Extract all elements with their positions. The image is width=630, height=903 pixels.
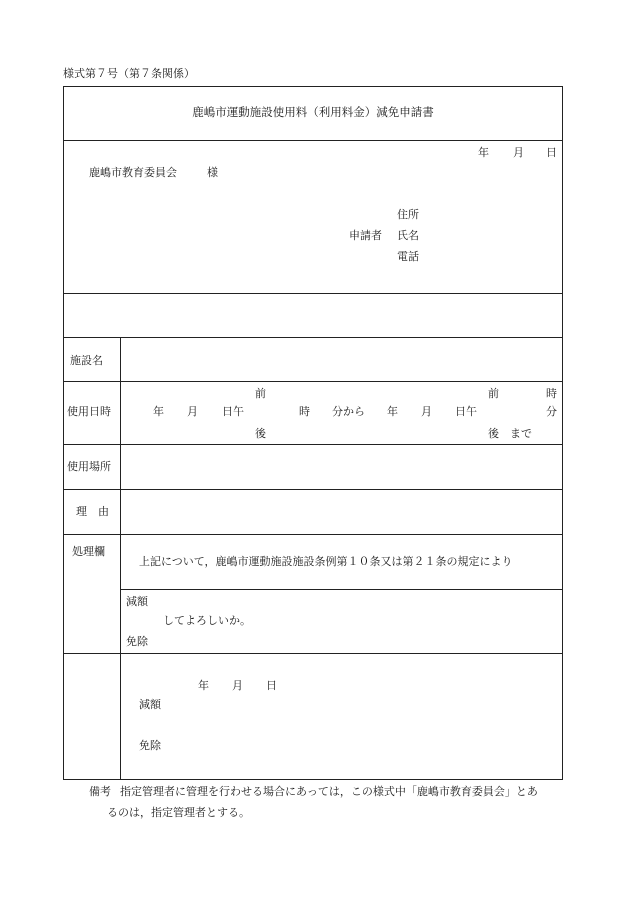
datetime-am-2: 前 xyxy=(488,387,499,400)
frame-right xyxy=(562,86,563,780)
date-month-label: 月 xyxy=(513,146,524,159)
separator-facility xyxy=(63,381,563,382)
notes-line-1: 指定管理者に管理を行わせる場合にあっては，この様式中「鹿嶋市教育委員会」とあ xyxy=(120,785,538,798)
datetime-year-1: 年 xyxy=(153,405,164,418)
datetime-month-2: 月 xyxy=(421,405,432,418)
applicant-address-label: 住所 xyxy=(397,208,419,221)
notes-label: 備考 xyxy=(89,785,111,798)
form-number: 様式第７号（第７条関係） xyxy=(63,67,195,80)
applicant-name-label: 氏名 xyxy=(397,229,419,242)
separator-blank xyxy=(63,337,563,338)
separator-title xyxy=(63,140,563,141)
datetime-minutes-from: 分から xyxy=(332,405,365,418)
processing-label: 処理欄 xyxy=(72,545,105,558)
datetime-day-ampm-2: 日午 xyxy=(455,405,477,418)
applicant-phone-label: 電話 xyxy=(397,250,419,263)
separator-applicant xyxy=(63,293,563,294)
separator-processing-inner xyxy=(120,589,563,590)
frame-bottom xyxy=(63,779,563,780)
datetime-hour-1: 時 xyxy=(299,405,310,418)
datetime-pm-1: 後 xyxy=(255,427,266,440)
datetime-year-2: 年 xyxy=(387,405,398,418)
form-title: 鹿嶋市運動施設使用料（利用料金）減免申請書 xyxy=(192,105,434,119)
facility-name-label: 施設名 xyxy=(70,354,103,367)
datetime-hour-2: 時 xyxy=(546,387,557,400)
separator-reason xyxy=(63,534,563,535)
label-column-divider xyxy=(120,337,121,780)
frame-top xyxy=(63,86,563,87)
datetime-minute-2: 分 xyxy=(546,405,557,418)
datetime-month-1: 月 xyxy=(187,405,198,418)
processing-text: 上記について，鹿嶋市運動施設施設条例第１０条又は第２１条の規定により xyxy=(139,555,513,568)
datetime-am-1: 前 xyxy=(255,387,266,400)
addressee-name: 鹿嶋市教育委員会 xyxy=(89,166,177,179)
addressee-honorific: 様 xyxy=(207,166,218,179)
decision-body: してよろしいか。 xyxy=(163,614,251,627)
notes-line-2: るのは，指定管理者とする。 xyxy=(107,806,250,819)
applicant-label: 申請者 xyxy=(349,229,382,242)
usage-location-label: 使用場所 xyxy=(67,460,111,473)
usage-datetime-label: 使用日時 xyxy=(67,405,111,418)
bottom-month-label: 月 xyxy=(232,679,243,692)
frame-left xyxy=(63,86,64,780)
decision-reduction: 減額 xyxy=(126,595,148,608)
datetime-day-ampm-1: 日午 xyxy=(222,405,244,418)
date-day-label: 日 xyxy=(546,146,557,159)
bottom-year-label: 年 xyxy=(198,679,209,692)
bottom-day-label: 日 xyxy=(266,679,277,692)
decision-exemption: 免除 xyxy=(126,635,148,648)
bottom-exemption: 免除 xyxy=(139,739,161,752)
date-year-label: 年 xyxy=(478,146,489,159)
separator-decision xyxy=(63,653,563,654)
datetime-pm-until: 後 まで xyxy=(488,427,532,440)
bottom-reduction: 減額 xyxy=(139,698,161,711)
separator-datetime xyxy=(63,444,563,445)
reason-label: 理 由 xyxy=(76,505,109,518)
separator-location xyxy=(63,489,563,490)
